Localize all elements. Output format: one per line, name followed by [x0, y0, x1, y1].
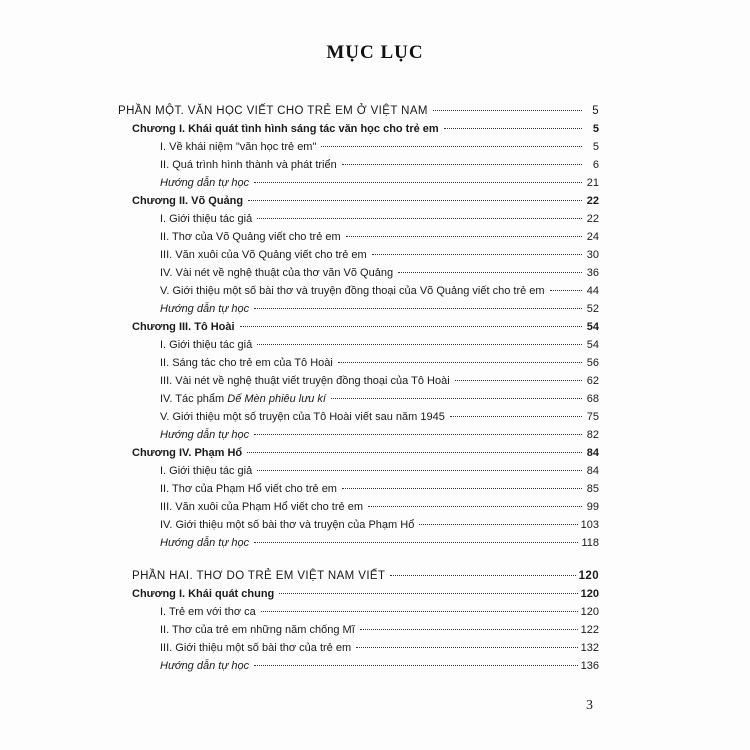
toc-section-entry	[160, 156, 599, 174]
leader-dots	[338, 362, 582, 363]
toc-entry-title: II. Thơ của Phạm Hổ viết cho trẻ em	[160, 483, 337, 495]
page-title: MỤC LỤC	[326, 42, 424, 63]
toc-entry-page: 54	[586, 339, 599, 351]
leader-dots	[419, 524, 577, 525]
toc-section-entry	[160, 480, 599, 498]
toc-entry-page: 75	[586, 411, 599, 423]
leader-dots	[257, 218, 582, 219]
toc-section-entry	[160, 210, 599, 228]
toc-entry-title: Hướng dẫn tự học	[160, 660, 250, 672]
toc-entry-page: 5	[592, 141, 599, 153]
toc-section-entry	[160, 264, 599, 282]
leader-dots	[254, 434, 582, 435]
leader-dots	[279, 593, 577, 594]
leader-dots	[398, 272, 582, 273]
toc-entry-title: PHẦN HAI. THƠ DO TRẺ EM VIỆT NAM VIẾT	[132, 570, 386, 582]
leader-dots	[342, 164, 582, 165]
toc-entry-page: 5	[592, 123, 599, 135]
toc-entry-title: I. Giới thiệu tác giả	[160, 465, 253, 477]
leader-dots	[356, 647, 578, 648]
toc-entry-page: 36	[586, 267, 599, 279]
toc-entry-page: 84	[586, 447, 599, 459]
toc-entry-page: 120	[580, 588, 599, 600]
leader-dots	[390, 575, 575, 576]
toc-chapter-entry	[132, 444, 599, 462]
leader-dots	[321, 146, 582, 147]
toc-entry-title: Chương I. Khái quát chung	[132, 588, 275, 600]
toc-entry-prefix: IV. Tác phẩm	[160, 393, 228, 405]
toc-entry-title: III. Giới thiệu một số bài thơ của trẻ em	[160, 642, 352, 654]
leader-dots	[455, 380, 582, 381]
toc-chapter-entry	[132, 585, 599, 603]
leader-dots	[450, 416, 582, 417]
toc-entry-page: 84	[586, 465, 599, 477]
toc-entry-page: 99	[586, 501, 599, 513]
toc-guide-entry	[160, 534, 599, 552]
toc-entry-title: Chương IV. Phạm Hổ	[132, 447, 243, 459]
toc-section-entry	[160, 498, 599, 516]
leader-dots	[247, 452, 582, 453]
toc-section-entry	[160, 603, 599, 621]
toc-guide-entry	[160, 300, 599, 318]
toc-chapter-entry	[132, 318, 599, 336]
toc-entry-title: Hướng dẫn tự học	[160, 537, 250, 549]
toc-entry-title: V. Giới thiệu một số truyện của Tô Hoài viết sau năm 1945	[160, 411, 445, 423]
page-number: 3	[586, 698, 593, 713]
toc-entry-title: Chương III. Tô Hoài	[132, 321, 235, 333]
leader-dots	[240, 326, 582, 327]
leader-dots	[254, 542, 578, 543]
toc-chapter-entry	[132, 192, 599, 210]
toc-section-entry	[160, 354, 599, 372]
leader-dots	[433, 110, 582, 111]
leader-dots	[254, 308, 582, 309]
toc-entry-page: 120	[580, 606, 599, 618]
toc-section-entry	[160, 462, 599, 480]
toc-section-entry	[160, 336, 599, 354]
toc-entry-title: I. Trẻ em với thơ ca	[160, 606, 256, 618]
leader-dots	[550, 290, 582, 291]
toc-entry-page: 85	[586, 483, 599, 495]
toc-section-entry	[160, 516, 599, 534]
toc-section-entry	[160, 282, 599, 300]
toc-entry-page: 103	[580, 519, 599, 531]
toc-section-entry	[160, 390, 599, 408]
toc-entry-page: 56	[586, 357, 599, 369]
toc-section-entry	[160, 372, 599, 390]
toc-entry-title: I. Về khái niệm "văn học trẻ em"	[160, 141, 317, 153]
toc-entry-title: Chương II. Võ Quảng	[132, 195, 244, 207]
toc-entry-title: IV. Giới thiệu một số bài thơ và truyện của Phạm Hổ	[160, 519, 415, 531]
toc-entry-page: 21	[586, 177, 599, 189]
toc-entry-page: 54	[586, 321, 599, 333]
toc-entry-title: II. Sáng tác cho trẻ em của Tô Hoài	[160, 357, 333, 369]
toc-part-entry	[132, 567, 599, 585]
toc-entry-page: 5	[592, 105, 599, 117]
toc-entry-page: 120	[578, 570, 599, 582]
leader-dots	[331, 398, 582, 399]
toc-entry-page: 118	[581, 537, 599, 549]
toc-entry-page: 22	[586, 195, 599, 207]
toc-entry-title: II. Quá trình hình thành và phát triển	[160, 159, 337, 171]
toc-entry-page: 6	[592, 159, 599, 171]
toc-entry-title: I. Giới thiệu tác giả	[160, 213, 253, 225]
toc-section-entry	[160, 639, 599, 657]
toc-entry-title: II. Thơ của Võ Quảng viết cho trẻ em	[160, 231, 341, 243]
leader-dots	[261, 611, 578, 612]
toc-entry-title: Hướng dẫn tự học	[160, 429, 250, 441]
toc-entry-title: II. Thơ của trẻ em những năm chống Mĩ	[160, 624, 355, 636]
leader-dots	[372, 254, 582, 255]
toc-entry-title: Hướng dẫn tự học	[160, 177, 250, 189]
leader-dots	[254, 182, 582, 183]
toc-section-entry	[160, 138, 599, 156]
toc-entry-title: Hướng dẫn tự học	[160, 303, 250, 315]
toc-entry-page: 68	[586, 393, 599, 405]
leader-dots	[257, 470, 582, 471]
toc-entry-title: IV. Vài nét về nghệ thuật của thơ văn Võ Quảng	[160, 267, 394, 279]
toc-entry-page: 82	[586, 429, 599, 441]
leader-dots	[368, 506, 582, 507]
leader-dots	[444, 128, 582, 129]
toc-part-entry	[118, 102, 599, 120]
leader-dots	[346, 236, 582, 237]
toc-section-entry	[160, 228, 599, 246]
toc-section-entry	[160, 408, 599, 426]
toc-entry-page: 62	[586, 375, 599, 387]
toc-entry-page: 52	[586, 303, 599, 315]
toc-entry-page: 22	[586, 213, 599, 225]
toc-entry-page: 132	[580, 642, 599, 654]
toc-entry-title: III. Vài nét về nghệ thuật viết truyện đồng thoại của Tô Hoài	[160, 375, 450, 387]
toc-entry-page: 122	[580, 624, 599, 636]
toc-entry-title: I. Giới thiệu tác giả	[160, 339, 253, 351]
toc-section-entry	[160, 621, 599, 639]
leader-dots	[360, 629, 578, 630]
leader-dots	[342, 488, 582, 489]
toc-entry-page: 30	[586, 249, 599, 261]
toc-entry-work-title: Dế Mèn phiêu lưu kí	[227, 393, 326, 405]
toc-entry-page: 24	[586, 231, 599, 243]
toc-guide-entry	[160, 657, 599, 675]
toc-entry-title: V. Giới thiệu một số bài thơ và truyện đồng thoại của Võ Quảng viết cho trẻ em	[160, 285, 545, 297]
toc-entry-title: PHẦN MỘT. VĂN HỌC VIẾT CHO TRẺ EM Ở VIỆT NAM	[118, 105, 428, 117]
leader-dots	[254, 665, 578, 666]
toc-entry-title	[160, 390, 328, 408]
toc-entry-title: III. Văn xuôi của Võ Quảng viết cho trẻ em	[160, 249, 367, 261]
toc-entry-title: III. Văn xuôi của Phạm Hổ viết cho trẻ em	[160, 501, 363, 513]
leader-dots	[257, 344, 582, 345]
toc-entry-page: 136	[580, 660, 599, 672]
toc-section-entry	[160, 246, 599, 264]
toc-chapter-entry	[132, 120, 599, 138]
toc-guide-entry	[160, 174, 599, 192]
leader-dots	[248, 200, 582, 201]
toc-guide-entry	[160, 426, 599, 444]
toc-entry-title: Chương I. Khái quát tình hình sáng tác văn học cho trẻ em	[132, 123, 439, 135]
toc-entry-page: 44	[586, 285, 599, 297]
